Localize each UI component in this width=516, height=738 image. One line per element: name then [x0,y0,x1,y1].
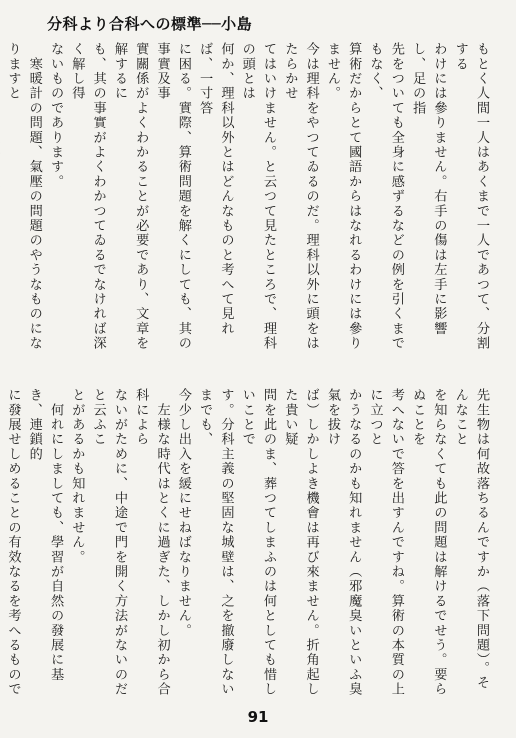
upper-text-block: もとく人間一人はあくまで一人であつて、分割する わけには參りません。右手の傷は左手に影響し、足の指 先をついても全身に感ずるなどの例を引くまでもなく、 算術だからとて國語からはなれるわけには參りません。 今は理科をやつてゐるのだ。理科以外に頭をはたらかせ てはいけません。と云つて見たところで、理科の頭とは 何か、理科以外とはどんなものと考へて見れば、一寸答 に困る。實際、算術問題を解くにしても、其の事實及事 實關係がよくわかることが必要であり、文章を解するに も、其の事實がよくわかつてゐるでなければ深く解し得 ないものであります。 寒暖計の問題、氣壓の問題のやうなものになりますと [5,42,489,351]
lower-text-block: 先生物は何故落ちるんですか（落下問題）。そんなこと を知らなくても此の問題は解けるでせう。要らぬことを 考へないで答を出すんですね。算術の本質の上に立つと かうなるのかも知れません（邪魔臭いといふ臭氣を拔け ば）しかしよき機會は再び來ません。折角起した貴い疑 問を此のま、葬つてしまふのは何としても惜しいことで す。分科主義の堅固な城壁は、之を撤廢しないまでも、 今少し出入を緩にせねばなりません。 左様な時代はとくに過ぎた、しかし初から合科によら ないがために、中途で門を開く方法がないのだと云ふこ とがあるかも知れません。 何れにしましても、學習が自然の發展に基き、連鎖的 に發展せしめることの有效なるを考へるもので [5,388,489,697]
page-number: 91 [247,708,269,726]
running-header: 分科より合科への標準──小島 [47,15,253,33]
